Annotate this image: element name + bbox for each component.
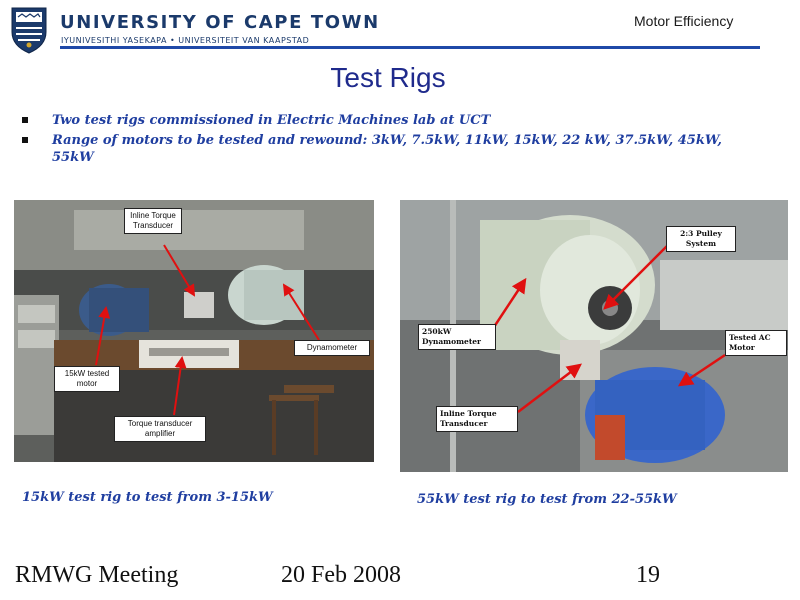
callout-amplifier: Torque transducer amplifier [114, 416, 206, 442]
bullet-text: Two test rigs commissioned in Electric Machines lab at UCT [52, 113, 491, 128]
slide-title: Test Rigs [330, 62, 446, 93]
bullet-item [22, 132, 752, 166]
header-divider [60, 46, 760, 49]
callout-dynamometer: Dynamometer [294, 340, 370, 356]
bullet-item [22, 112, 752, 129]
callout-dynamometer: 250kW Dynamometer [418, 324, 496, 350]
callout-inline-torque: Inline Torque Transducer [124, 208, 182, 234]
test-rig-15kw-photo [14, 200, 374, 462]
bullet-text: Range of motors to be tested and rewound: 3kW, 7.5kW, 11kW, 15kW, 22 kW, 37.5kW, 45kW, 55kW [52, 133, 722, 165]
university-name: UNIVERSITY OF CAPE TOWN [60, 12, 380, 33]
caption-right: 55kW test rig to test from 22-55kW [417, 492, 677, 507]
test-rig-55kw-photo [400, 200, 788, 472]
callout-tested-motor: Tested AC Motor [725, 330, 787, 356]
footer-meeting: RMWG Meeting [15, 562, 179, 588]
bullet-marker-icon [22, 137, 28, 143]
university-subtitle: IYUNIVESITHI YASEKAPA • UNIVERSITEIT VAN KAAPSTAD [61, 36, 310, 45]
callout-pulley: 2:3 Pulley System [666, 226, 736, 252]
callout-tested-motor: 15kW tested motor [54, 366, 120, 392]
caption-left: 15kW test rig to test from 3-15kW [22, 490, 273, 505]
university-crest-logo [10, 6, 48, 54]
footer-date: 20 Feb 2008 [281, 562, 401, 588]
bullet-marker-icon [22, 117, 28, 123]
footer-page-number: 19 [636, 562, 660, 588]
deck-topic: Motor Efficiency [634, 13, 734, 29]
callout-inline-torque: Inline Torque Transducer [436, 406, 518, 432]
